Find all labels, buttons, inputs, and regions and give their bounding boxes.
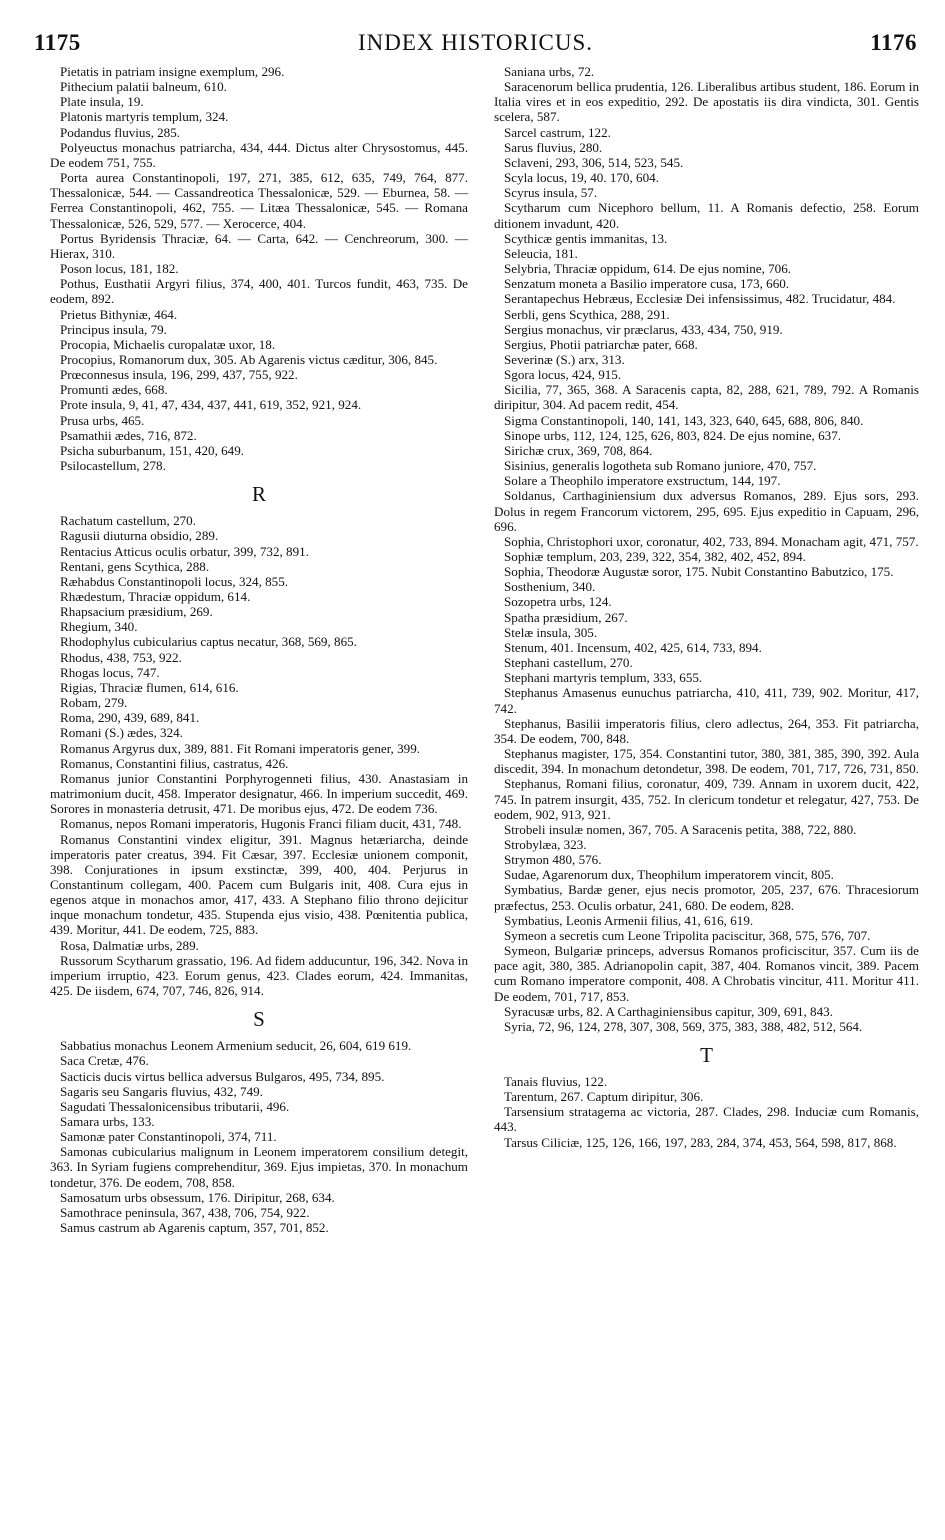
- index-entry: Roma, 290, 439, 689, 841.: [60, 710, 200, 726]
- index-entry: Psamathii ædes, 716, 872.: [60, 427, 197, 443]
- index-entry: Scyla locus, 19, 40. 170, 604.: [504, 170, 659, 186]
- index-entry: Saca Cretæ, 476.: [60, 1053, 149, 1069]
- index-entry: Soldanus, Carthaginiensium dux adversus Romanos, 289. Ejus sors, 293. Dolus in regem Francorum victorem, 295, 695. Ejus expeditio in Capuam, 296, 696.: [494, 488, 919, 534]
- index-entry: Scytharum cum Nicephoro bellum, 11. A Romanis defectio, 258. Eorum ditionem invadunt, 420.: [494, 200, 919, 231]
- index-entry: Rhapsacium præsidium, 269.: [60, 604, 213, 620]
- index-entry: Romanus, nepos Romani imperatoris, Hugonis Franci filiam ducit, 431, 748.: [60, 816, 462, 832]
- index-entry: Sergius, Photii patriarchæ pater, 668.: [504, 336, 698, 352]
- index-entry: Portus Byridensis Thraciæ, 64. — Carta, 642. — Cenchreorum, 300. — Hierax, 310.: [50, 230, 468, 261]
- index-entry: Stelæ insula, 305.: [504, 624, 598, 640]
- index-entry: Sclaveni, 293, 306, 514, 523, 545.: [504, 154, 684, 170]
- index-entry: Stenum, 401. Incensum, 402, 425, 614, 733, 894.: [504, 639, 762, 655]
- index-entry: Syracusæ urbs, 82. A Carthaginiensibus capitur, 309, 691, 843.: [504, 1003, 833, 1019]
- index-entry: Romanus Argyrus dux, 389, 881. Fit Romani imperatoris gener, 399.: [60, 740, 421, 756]
- section-letter: T: [700, 1043, 713, 1067]
- index-entry: Porta aurea Constantinopoli, 197, 271, 385, 612, 635, 749, 764, 877. Thessalonicæ, 544. — Cassandreotica Thessalonicæ, 529. — Eburnea, 58. — Ferrea Constantinopoli, 462, 755. — Litæa Thessalonicæ, 545. — Romana Thessalonicæ, 526, 529, 577. — Xerocerce, 404.: [50, 170, 468, 231]
- index-entry: Tarsus Ciliciæ, 125, 126, 166, 197, 283, 284, 374, 453, 564, 598, 817, 868.: [504, 1134, 897, 1150]
- index-entry: Samonas cubicularius malignum in Leonem imperatorem consilium detegit, 363. In Syriam fugiens comprehenditur, 369. Ejus impietas, 370. In monachum tondetur, 376. De eodem, 708, 858.: [50, 1144, 468, 1190]
- index-entry: Pietatis in patriam insigne exemplum, 296.: [60, 64, 285, 79]
- index-entry: Prietus Bithyniæ, 464.: [60, 306, 178, 322]
- index-entry: Pithecium palatii balneum, 610.: [60, 79, 227, 95]
- index-entry: Rhodus, 438, 753, 922.: [60, 649, 182, 665]
- index-entry: Russorum Scytharum grassatio, 196. Ad fidem adducuntur, 196, 342. Nova in imperium irruptio, 423. Eorum genus, 423. Clades eorum, 424. Immanitas, 425. De iisdem, 674, 707, 746, 826, 914.: [50, 952, 468, 999]
- index-entry: Symbatius, Leonis Armenii filius, 41, 616, 619.: [504, 912, 754, 928]
- index-entry: Sophia, Christophori uxor, coronatur, 402, 733, 894. Monacham agit, 471, 757.: [504, 533, 919, 549]
- index-entry: Sophia, Theodoræ Augustæ soror, 175. Nubit Constantino Babutzico, 175.: [504, 564, 894, 580]
- index-entry: Symbatius, Bardæ gener, ejus necis promotor, 205, 237, 676. Thracesiorum præfectus, 253. Oculis orbatur, 241, 680. De eodem, 828.: [494, 882, 919, 913]
- index-entry: Spatha præsidium, 267.: [504, 609, 628, 625]
- index-entry: Sophiæ templum, 203, 239, 322, 354, 382, 402, 452, 894.: [504, 549, 806, 564]
- index-entry: Rentani, gens Scythica, 288.: [60, 558, 210, 574]
- index-entry: Scyrus insula, 57.: [504, 185, 598, 201]
- index-entry: Strobylæa, 323.: [504, 836, 587, 852]
- index-entry: Stephani martyris templum, 333, 655.: [504, 670, 703, 686]
- index-entry: Samosatum urbs obsessum, 176. Diripitur, 268, 634.: [60, 1189, 335, 1205]
- index-entry: Procopia, Michaelis curopalatæ uxor, 18.: [60, 336, 276, 352]
- index-entry: Sarcel castrum, 122.: [504, 124, 611, 140]
- index-entry: Rhegium, 340.: [60, 619, 138, 635]
- index-entry: Samothrace peninsula, 367, 438, 706, 754, 922.: [60, 1204, 310, 1220]
- index-entry: Sirichæ crux, 369, 708, 864.: [504, 442, 653, 458]
- index-entry: Sabbatius monachus Leonem Armenium seducit, 26, 604, 619 619.: [60, 1038, 412, 1054]
- running-title: INDEX HISTORICUS.: [357, 30, 594, 55]
- index-entry: Syria, 72, 96, 124, 278, 307, 308, 569, 375, 383, 388, 482, 512, 564.: [504, 1018, 863, 1034]
- section-letter: S: [253, 1007, 265, 1032]
- index-entry: Rentacius Atticus oculis orbatur, 399, 732, 891.: [60, 543, 309, 559]
- index-entry: Rachatum castellum, 270.: [60, 513, 196, 529]
- left-column: [50, 64, 468, 1235]
- index-entry: Sosthenium, 340.: [504, 579, 596, 595]
- index-entry: Serantapechus Hebræus, Ecclesiæ Dei infensissimus, 482. Trucidatur, 484.: [504, 291, 896, 307]
- index-entry: Symeon, Bulgariæ princeps, adversus Romanos proficiscitur, 357. Cum iis de pace agit, 380, 385. Adrianopolin capit, 387, 404. Romanos vincit, 389. Pacem cum Romano imperatore componit, 408. A Chrobatis vincitur, 411. Moritur 411. De eodem, 701, 717, 853.: [494, 943, 919, 1004]
- index-entry: Tarsensium stratagema ac victoria, 287. Clades, 298. Induciæ cum Romanis, 443.: [494, 1104, 919, 1135]
- index-entry: Prœconnesus insula, 196, 299, 437, 755, 922.: [60, 367, 298, 383]
- index-entry: Stephanus, Romani filius, coronatur, 409, 739. Annam in uxorem ducit, 422, 745. In patrem insurgit, 435, 752. In clericum tondetur et relegatur, 427, 753. De eodem, 902, 913, 921.: [494, 776, 919, 822]
- index-columns: [18, 64, 931, 1235]
- index-entry: Sarus fluvius, 280.: [504, 139, 603, 155]
- index-entry: Principus insula, 79.: [60, 321, 167, 337]
- index-entry: Prote insula, 9, 41, 47, 434, 437, 441, 619, 352, 921, 924.: [60, 397, 362, 413]
- index-entry: Ræhabdus Constantinopoli locus, 324, 855.: [60, 573, 289, 589]
- right-page-number: 1176: [870, 30, 917, 55]
- index-entry: Romanus, Constantini filius, castratus, 426.: [60, 755, 289, 771]
- index-entry: Rosa, Dalmatiæ urbs, 289.: [60, 937, 199, 953]
- index-entry: Sigma Constantinopoli, 140, 141, 143, 323, 640, 645, 688, 806, 840.: [504, 412, 864, 428]
- index-entry: Stephanus, Basilii imperatoris filius, clero adlectus, 264, 353. Fit patriarcha, 354. De eodem, 700, 848.: [494, 715, 919, 746]
- index-entry: Strobeli insulæ nomen, 367, 705. A Saracenis petita, 388, 722, 880.: [504, 821, 857, 837]
- index-entry: Promunti ædes, 668.: [60, 382, 168, 398]
- index-entry: Saracenorum bellica prudentia, 126. Liberalibus artibus student, 186. Eorum in Italia vires et in eos expeditio, 292. De apostatis iis dira vindicta, 301. Gentis scelera, 587.: [494, 79, 919, 125]
- index-entry: Sinope urbs, 112, 124, 125, 626, 803, 824. De ejus nomine, 637.: [504, 427, 842, 443]
- index-entry: Samus castrum ab Agarenis captum, 357, 701, 852.: [60, 1220, 329, 1236]
- index-entry: Samonæ pater Constantinopoli, 374, 711.: [60, 1129, 277, 1145]
- index-entry: Seleucia, 181.: [504, 245, 578, 261]
- index-entry: Rigias, Thraciæ flumen, 614, 616.: [60, 679, 239, 695]
- index-entry: Serbli, gens Scythica, 288, 291.: [504, 306, 670, 322]
- index-entry: Strymon 480, 576.: [504, 852, 602, 868]
- index-entry: Samara urbs, 133.: [60, 1114, 155, 1129]
- index-entry: Poson locus, 181, 182.: [60, 261, 179, 277]
- index-entry: Sgora locus, 424, 915.: [504, 367, 622, 383]
- index-entry: Platonis martyris templum, 324.: [60, 109, 229, 125]
- index-entry: Polyeuctus monachus patriarcha, 434, 444. Dictus alter Chrysostomus, 445. De eodem 751, 755.: [50, 139, 468, 170]
- index-entry: Severinæ (S.) arx, 313.: [504, 351, 625, 367]
- index-entry: Stephanus magister, 175, 354. Constantini tutor, 380, 381, 385, 390, 392. Aula discedit, 394. In monachum detondetur, 398. De eodem, 701, 717, 726, 731, 850.: [494, 746, 919, 777]
- index-entry: Robam, 279.: [60, 695, 128, 711]
- index-entry: Psilocastellum, 278.: [60, 458, 166, 474]
- index-entry: Rhodophylus cubicularius captus necatur, 368, 569, 865.: [60, 634, 357, 650]
- index-entry: Sacticis ducis virtus bellica adversus Bulgaros, 495, 734, 895.: [60, 1068, 385, 1084]
- page-header: [18, 30, 931, 62]
- index-entry: Romani (S.) ædes, 324.: [60, 725, 183, 741]
- index-entry: Rhogas locus, 747.: [60, 664, 160, 680]
- index-entry: Tarentum, 267. Captum diripitur, 306.: [504, 1089, 704, 1105]
- index-entry: Tanais fluvius, 122.: [504, 1074, 608, 1089]
- index-entry: Sudae, Agarenorum dux, Theophilum imperatorem vincit, 805.: [504, 867, 834, 883]
- index-entry: Romanus Constantini vindex eligitur, 391. Magnus hetæriarcha, deinde imperatoris pater creatus, 394. Fit Cæsar, 397. Ecclesiæ unionem componit, 398. Conjurationes in ipsum exstinctæ, 399, 400, 404. Perjurus in Constantinum collegam, 400. Pacem cum Bulgaris init, 408. Cura ejus in egenos atque in monachos amor, 417, 433. A Stephano filio throno dejicitur inque monachum tondetur, 435. Stupenda ejus visio, 438. Pœnitentia publica, 439. Moritur, 441. De eodem, 725, 883.: [50, 831, 468, 938]
- index-entry: Plate insula, 19.: [60, 94, 144, 110]
- index-entry: Saniana urbs, 72.: [504, 64, 595, 79]
- index-entry: Psicha suburbanum, 151, 420, 649.: [60, 442, 245, 458]
- index-entry: Scythicæ gentis immanitas, 13.: [504, 230, 668, 246]
- index-entry: Sagaris seu Sangaris fluvius, 432, 749.: [60, 1083, 263, 1099]
- index-entry: Senzatum moneta a Basilio imperatore cusa, 173, 660.: [504, 276, 790, 292]
- section-letter: R: [251, 482, 266, 507]
- index-entry: Podandus fluvius, 285.: [60, 124, 181, 140]
- left-page-number: 1175: [34, 30, 81, 55]
- index-entry: Symeon a secretis cum Leone Tripolita paciscitur, 368, 575, 576, 707.: [504, 927, 871, 943]
- index-entry: Sozopetra urbs, 124.: [504, 594, 612, 610]
- index-entry: Prusa urbs, 465.: [60, 412, 145, 428]
- index-entry: Sisinius, generalis logotheta sub Romano juniore, 470, 757.: [504, 458, 817, 474]
- index-entry: Romanus junior Constantini Porphyrogenneti filius, 430. Anastasiam in matrimonium ducit, 458. Imperator designatur, 466. In imperium succedit, 469. Sorores in monasteria detrusit, 471. De moribus ejus, 472. De eodem 736.: [50, 770, 468, 817]
- index-entry: Stephani castellum, 270.: [504, 655, 633, 671]
- index-entry: Selybria, Thraciæ oppidum, 614. De ejus nomine, 706.: [504, 261, 792, 277]
- index-entry: Sicilia, 77, 365, 368. A Saracenis capta, 82, 288, 621, 789, 792. A Romanis diripitur, 304. Ad pacem redit, 454.: [494, 382, 919, 413]
- index-entry: Stephanus Amasenus eunuchus patriarcha, 410, 411, 739, 902. Moritur, 417, 742.: [494, 685, 919, 716]
- index-entry: Ragusii diuturna obsidio, 289.: [60, 528, 219, 544]
- index-entry: Rhædestum, Thraciæ oppidum, 614.: [60, 589, 251, 604]
- index-entry: Sagudati Thessalonicensibus tributarii, 496.: [60, 1098, 290, 1114]
- right-column: [494, 64, 919, 1235]
- index-entry: Procopius, Romanorum dux, 305. Ab Agarenis victus cæditur, 306, 845.: [60, 351, 438, 367]
- index-entry: Pothus, Eusthatii Argyri filius, 374, 400, 401. Turcos fundit, 463, 735. De eodem, 892.: [50, 276, 468, 307]
- index-entry: Solare a Theophilo imperatore exstructum, 144, 197.: [504, 473, 781, 489]
- index-entry: Sergius monachus, vir præclarus, 433, 434, 750, 919.: [504, 321, 783, 337]
